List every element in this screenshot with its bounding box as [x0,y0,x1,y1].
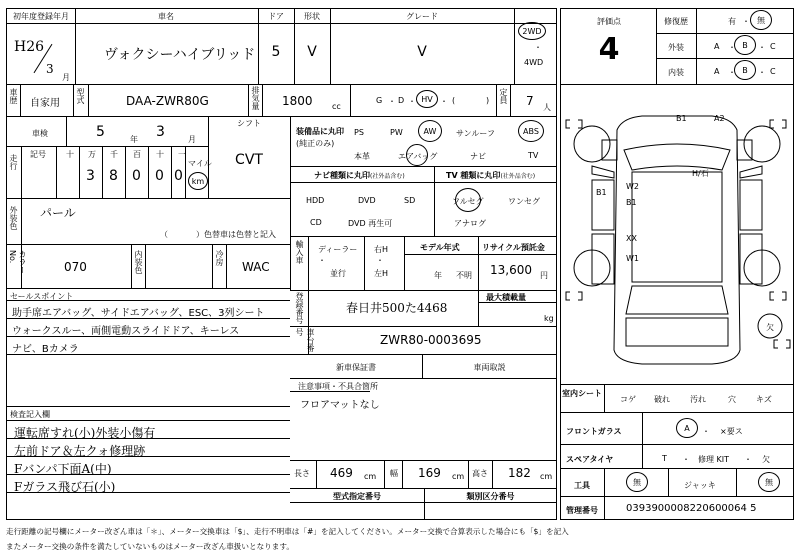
model-value: DAA-ZWR80G [126,94,209,108]
car-name-value: ヴォクシーハイブリッド [104,47,256,63]
equip-leather: 本革 [354,152,370,161]
mileage-digit: 3 [86,168,95,184]
diagram-label-w2: W2 [626,182,639,191]
mileage-km: km [188,172,208,190]
nav-sd: SD [404,196,416,205]
interior-grade: B [734,60,756,80]
capacity-value: 7 [526,94,534,108]
ac-header: 冷房 [215,250,224,266]
note-line: Fガラス飛び石(小) [14,480,116,494]
fullseg-circle [455,188,481,212]
tv-oneseg: ワンセグ [508,197,540,206]
import-parallel: 並行 [330,269,346,278]
diagram-label-b1c: B1 [626,198,637,207]
footer-line: またメーター交換の条件を満たしていないものはメーター改ざん車扱いとなります。 [6,542,294,551]
grade-value: V [417,44,427,60]
caution-header: 注意事項・不具合箇所 [298,382,378,391]
equip-pw: PW [390,128,403,137]
car-diagram [562,100,792,380]
diagram-label-h: H/石 [692,169,709,178]
spare-header: スペアタイヤ [566,455,614,464]
car-use-header: 車歴 [9,88,18,104]
score-value: 4 [598,32,620,67]
capacity-unit: 人 [543,103,551,112]
color-change-note: ）色替車は色替と記入 [196,230,276,239]
score-header: 評価点 [597,17,621,26]
diagram-label-b1: B1 [676,114,687,123]
shift-header: シフト [237,119,261,128]
fuel-g: G [376,96,383,105]
repair-none: 無 [750,10,772,30]
fuel-d: D [398,96,405,105]
note-line: 左前ドア＆左クォ修理跡 [14,444,146,458]
sales-line: ナビ、Bカメラ [12,344,79,355]
capacity-header: 定員 [499,88,508,104]
import-header: 輸入車 [295,240,304,264]
sales-line: ウォークスルー、両側電動スライドドア、キーレス [12,326,240,337]
model-year-unknown: 不明 [456,271,472,280]
length-header: 長さ [294,469,310,478]
length-value: 469 [330,466,353,480]
cc-unit: cc [332,102,341,111]
nav-dvd: DVD [358,196,376,205]
exterior-header: 外装 [668,43,684,52]
mileage-digit: 0 [132,168,141,184]
shift-value: CVT [235,152,263,168]
mgmt-header: 管理番号 [566,506,598,515]
repair-yes: 有 [728,17,736,26]
width-value: 169 [418,466,441,480]
import-dealer: ディーラー [318,245,358,254]
ac-value: WAC [242,260,270,274]
footer-line: 走行距離の記号欄にメーター改ざん車は「＊」、メーター交換車は「$」、走行不明車は「#」を記入してください。メーター交換で合算表示した場合にも「$」を記入 [6,527,569,536]
reg-era: H26 [14,39,45,55]
inspection-notes-header: 検査記入欄 [10,410,50,419]
nav-cd: CD [310,218,322,227]
jack-none: 無 [758,472,780,492]
first-reg-header: 初年度登録年月 [13,12,69,21]
nav-types-header: ナビ種類に丸印(社外品含む) [314,171,405,180]
reg-no-header: 登録番号 [295,292,304,324]
diagram-label-missing: 欠 [766,323,774,332]
tv-types-header: TV 種類に丸印(社外品含む) [446,171,536,180]
inspection-year: 5 [96,124,105,140]
width-header: 幅 [390,469,398,478]
chassis-header: 車台番号 [295,328,315,352]
interior-sheet-header: 室内シート [562,389,602,398]
windshield-header: フロントガラス [566,427,622,436]
ext-color-header: 外装色 [9,206,18,230]
displacement-header: 排気量 [251,86,260,110]
diagram-label-a2: A2 [714,114,725,123]
drive-2wd: 2WD [518,22,546,40]
diagram-label-b1b: B1 [596,188,607,197]
max-load-header: 最大積載量 [486,293,526,302]
chassis-value: ZWR80-0003695 [380,333,482,347]
nav-dvd-play: DVD 再生可 [348,219,393,228]
manual: 車両取説 [473,363,506,372]
mgmt-value: 0393900008220600064 5 [626,503,757,514]
exterior-grade: B [734,35,756,55]
category-no-header: 類別区分番号 [466,492,515,501]
equip-aw: AW [418,120,442,142]
nav-hdd: HDD [306,196,325,205]
inspection-month: 3 [156,124,165,140]
repair-header: 修復歴 [664,17,688,26]
equip-tv: TV [528,151,539,160]
tv-analog: アナログ [454,219,486,228]
mileage-digit: 0 [155,168,164,184]
fuel-hv: HV [416,90,438,108]
mileage-digit: 0 [174,168,183,184]
tools-none: 無 [626,472,648,492]
height-value: 182 [508,466,531,480]
inspection-header: 車検 [32,129,48,138]
caution-value: フロアマットなし [300,400,380,411]
equip-ps: PS [354,128,364,137]
recycle-value: 13,600 [490,263,532,277]
note-line: 運転席すれ(小)外装小傷有 [14,426,156,440]
mileage-digit: 8 [109,168,118,184]
recycle-header: リサイクル預託金 [482,243,545,252]
windshield-a: A [676,418,698,438]
tools-header: 工具 [574,481,590,490]
sales-line: 助手席エアバッグ、サイドエアバッグ、ESC、3列シート [12,308,265,319]
drive-4wd: 4WD [524,58,544,67]
sales-points-header: セールスポイント [10,292,74,301]
import-right: 右H [374,245,389,254]
equip-nav: ナビ [470,152,486,161]
car-use-value: 自家用 [30,98,60,109]
note-line: Fバンパ下面A(中) [14,462,112,476]
ext-color-value: パール [40,206,76,220]
cc-value: 1800 [282,94,313,108]
airbag-circle [406,144,428,166]
reg-month: 3 [46,62,54,76]
model-year-header: モデル年式 [420,243,460,252]
grade-header: グレード [406,12,438,21]
new-warranty: 新車保証書 [336,363,376,372]
equip-sunroof: サンルーフ [456,129,495,138]
import-left: 左H [374,269,389,278]
interior-color-header: 内装色 [134,250,143,274]
car-name-header: 車名 [158,12,174,21]
color-no-header: カラーNo. [8,250,27,274]
door-value: 5 [271,44,281,60]
shape-header: 形状 [304,12,320,21]
equip-airbag: エアバッグ [398,152,438,161]
reg-month-unit: 月 [62,73,70,82]
reg-no-value: 春日井500た4468 [346,301,448,315]
shape-value: V [307,44,317,60]
diagram-label-w1: W1 [626,254,639,263]
diagram-label-xx: XX [626,234,637,243]
model-header: 型式 [76,88,85,104]
equip-header: 装備品に丸印 [296,127,344,136]
interior-eval-header: 内装 [668,68,684,77]
model-designation-header: 型式指定番号 [333,492,381,501]
equip-abs: ABS [518,120,544,142]
tv-fullseg: フルセグ [452,197,484,206]
color-no-value: 070 [64,260,87,274]
height-header: 高さ [472,469,488,478]
door-header: ドア [268,12,284,21]
mileage-header: 走行 [9,154,18,170]
